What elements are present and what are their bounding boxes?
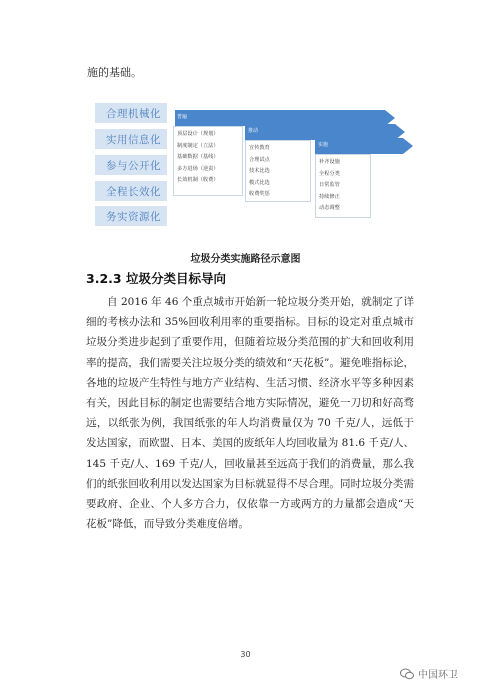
column-2-item: 技术比选 <box>249 168 270 174</box>
column-2-item: 收费奖惩 <box>249 191 270 197</box>
intro-text: 施的基础。 <box>87 66 142 79</box>
arrow-band-2 <box>245 124 405 140</box>
watermark-text: 中国环卫 <box>418 670 458 681</box>
body-paragraph: 自 2016 年 46 个重点城市开始新一轮垃圾分类开始，就制定了详细的考核办法和 35%回收利用率的重要指标。目标的设定对重点城市垃圾分类进步起到了重要作用，但随着垃圾分类范围的扩大和回收利用率的提高，我们需要关注垃圾分类的绩效和“天花板”。避免唯指标论，各地的垃圾产生特性与地方产业结构、生活习惯、经济水平等多种因素有关，因此目标的制定也需要结合地方实际情况，避免一刀切和好高骛远，以纸张为例，我国纸张的年人均消费量仅为 70 千克/人，远低于发达国家，而欧盟、日本、美国的废纸年人均回收量为 81.6 千克/人、145 千克/人、169 千克/人，回收量甚至远高于我们的消费量，那么我们的纸张回收利用以发达国家为目标就显得不尽合理。同时垃圾分类需要政府、企业、个人多方合力，仅依靠一方或两方的力量都会造成“天花板”降低，而导致分类难度倍增。 <box>86 296 414 531</box>
column-1-head: 普遍 <box>177 114 188 120</box>
column-1-item: 顶层设计（规划） <box>177 131 219 137</box>
left-item-3: 参与公开化 <box>95 155 167 175</box>
column-1-item: 多方进场（逆责） <box>177 165 219 172</box>
left-item-2: 实用信息化 <box>95 129 167 149</box>
path-diagram <box>95 95 413 227</box>
left-item-4: 全程长效化 <box>95 181 167 201</box>
column-3-item: 动态调整 <box>319 205 340 211</box>
column-1-item: 基础数据（基线） <box>177 154 219 160</box>
column-3-head: 实施 <box>318 142 329 148</box>
arrow-band-1 <box>175 110 395 126</box>
column-2-item: 宣传教育 <box>249 145 270 151</box>
column-2-item: 合理试点 <box>249 156 270 163</box>
section-heading: 3.2.3 垃圾分类目标导向 <box>86 271 226 286</box>
column-2-item: 模式比选 <box>249 179 270 186</box>
column-2 <box>245 140 311 202</box>
arrow-band-3 <box>315 138 413 154</box>
column-1-item: 长效机制（收费） <box>177 177 219 183</box>
page-number: 30 <box>240 650 251 659</box>
column-3-item: 持续修正 <box>319 193 340 200</box>
column-2-head: 推动 <box>248 128 259 134</box>
watermark <box>400 666 458 681</box>
column-3-item: 日常监管 <box>319 182 340 188</box>
column-3-item: 补齐设施 <box>319 159 340 165</box>
column-1-item: 制度制定（立法） <box>177 142 219 149</box>
column-3 <box>315 154 371 218</box>
column-3-item: 全程分类 <box>319 170 340 177</box>
left-item-5: 务实资源化 <box>95 206 167 226</box>
figure-caption: 垃圾分类实施路径示意图 <box>190 254 301 265</box>
column-1 <box>173 126 243 196</box>
wechat-icon <box>400 668 414 680</box>
left-item-1: 合理机械化 <box>95 103 167 123</box>
